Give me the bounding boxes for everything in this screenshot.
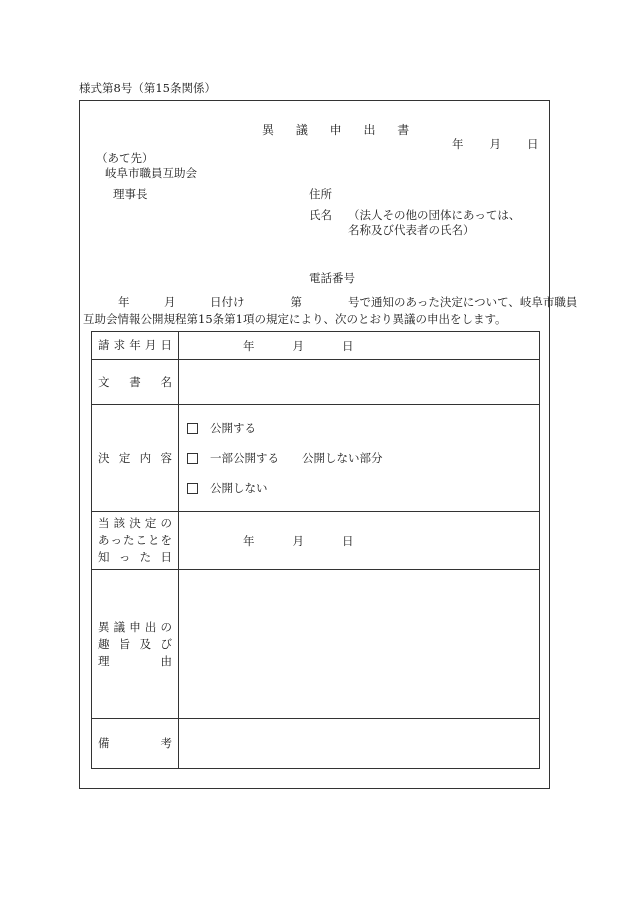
label-char: 考 xyxy=(160,736,172,750)
label-char: 月 xyxy=(144,338,157,352)
option-label: 一部公開する 公開しない部分 xyxy=(210,451,383,465)
option-label: 公開しない xyxy=(210,481,268,495)
label-char: 及 xyxy=(139,636,152,651)
knew-date-value-cell[interactable] xyxy=(179,512,540,570)
table-row xyxy=(92,719,540,769)
table-row xyxy=(92,512,540,570)
label-char: 求 xyxy=(113,338,126,352)
label-char: 備 xyxy=(98,736,110,750)
label-char: 日 xyxy=(160,550,172,564)
label-char: 議 xyxy=(113,619,126,634)
request-date-value xyxy=(179,338,539,354)
label-char: っ xyxy=(118,550,131,564)
knew-date-label-cell xyxy=(92,512,179,570)
request-date-label-cell xyxy=(92,332,179,360)
label-char: 書 xyxy=(129,374,141,389)
submission-date[interactable] xyxy=(452,136,539,152)
label-char: 当 xyxy=(98,516,110,530)
label-char: た xyxy=(139,550,152,564)
decision-options-cell xyxy=(179,405,540,512)
address-label: 住所 xyxy=(309,187,332,201)
request-date-value-cell[interactable] xyxy=(179,332,540,360)
table-row xyxy=(92,570,540,719)
decision-label xyxy=(92,450,178,467)
knew-date-label xyxy=(92,515,178,566)
label-char: こ xyxy=(135,533,147,547)
option-not-disclose[interactable] xyxy=(179,473,539,503)
label-char: 定 xyxy=(118,450,131,465)
decision-label-cell xyxy=(92,405,179,512)
year-label: 年 xyxy=(452,137,464,151)
remarks-label xyxy=(92,735,178,752)
body-text-line2: 互助会情報公開規程第15条第1項の規定により、次のとおり異議の申出をします。 xyxy=(83,312,507,326)
label-char: 内 xyxy=(139,450,152,465)
doc-name-label-cell xyxy=(92,360,179,405)
label-char: 申 xyxy=(129,619,141,634)
addressee-label: （あて先） xyxy=(96,151,154,165)
label-char: た xyxy=(123,533,135,547)
label-char: 趣 xyxy=(98,636,110,651)
form-number: 様式第8号（第15条関係） xyxy=(79,81,216,95)
option-disclose[interactable] xyxy=(179,413,539,443)
label-char: び xyxy=(160,636,172,651)
label-char: 請 xyxy=(98,338,110,352)
label-char: を xyxy=(160,533,172,547)
label-char: 異 xyxy=(98,619,110,634)
year-label: 年 xyxy=(243,338,255,353)
body-text-line1: 年 月 日付け 第 号で通知のあった決定について、岐阜市職員 xyxy=(118,295,578,309)
remarks-value-cell[interactable] xyxy=(179,719,540,769)
doc-name-value-cell[interactable] xyxy=(179,360,540,405)
label-char: 理 xyxy=(98,653,110,668)
checkbox-icon[interactable] xyxy=(187,423,198,434)
addressee-title: 理事長 xyxy=(113,187,148,201)
name-note-line1: （法人その他の団体にあっては、 xyxy=(348,208,521,222)
label-char: 容 xyxy=(160,450,172,465)
label-char: 決 xyxy=(98,450,110,465)
day-label: 日 xyxy=(527,137,539,151)
label-char: 名 xyxy=(160,374,172,389)
document-title: 異 議 申 出 書 xyxy=(262,123,419,137)
request-date-label xyxy=(92,337,178,354)
label-char: っ xyxy=(110,533,122,547)
label-char: 由 xyxy=(160,653,172,668)
checkbox-icon[interactable] xyxy=(187,453,198,464)
table-row xyxy=(92,360,540,405)
label-char: 該 xyxy=(113,516,126,530)
label-char: の xyxy=(160,516,172,530)
option-label: 公開する xyxy=(210,421,256,435)
label-char: 日 xyxy=(160,338,172,352)
addressee-org: 岐阜市職員互助会 xyxy=(105,166,197,180)
label-char: あ xyxy=(98,533,110,547)
label-char: と xyxy=(148,533,160,547)
reason-value-cell[interactable] xyxy=(179,570,540,719)
label-char: 年 xyxy=(129,338,141,352)
label-char: 決 xyxy=(129,516,141,530)
knew-date-value xyxy=(179,533,539,549)
option-partial-disclose[interactable] xyxy=(179,443,539,473)
name-label: 氏名 xyxy=(309,208,332,222)
objection-table xyxy=(91,331,540,769)
remarks-label-cell xyxy=(92,719,179,769)
label-char: 旨 xyxy=(118,636,131,651)
table-row xyxy=(92,405,540,512)
label-char: 出 xyxy=(144,619,157,634)
reason-label-cell xyxy=(92,570,179,719)
name-note-line2: 名称及び代表者の氏名） xyxy=(348,223,475,237)
checkbox-icon[interactable] xyxy=(187,483,198,494)
day-label: 日 xyxy=(342,533,354,548)
label-char: 知 xyxy=(98,550,110,564)
label-char: の xyxy=(160,619,172,634)
table-row xyxy=(92,332,540,360)
day-label: 日 xyxy=(342,338,354,353)
label-char: 定 xyxy=(144,516,157,530)
month-label: 月 xyxy=(292,338,304,353)
year-label: 年 xyxy=(243,533,255,548)
month-label: 月 xyxy=(292,533,304,548)
doc-name-label xyxy=(92,374,178,391)
phone-label: 電話番号 xyxy=(309,271,355,285)
reason-label xyxy=(92,619,178,670)
month-label: 月 xyxy=(489,137,501,151)
label-char: 文 xyxy=(98,374,110,389)
